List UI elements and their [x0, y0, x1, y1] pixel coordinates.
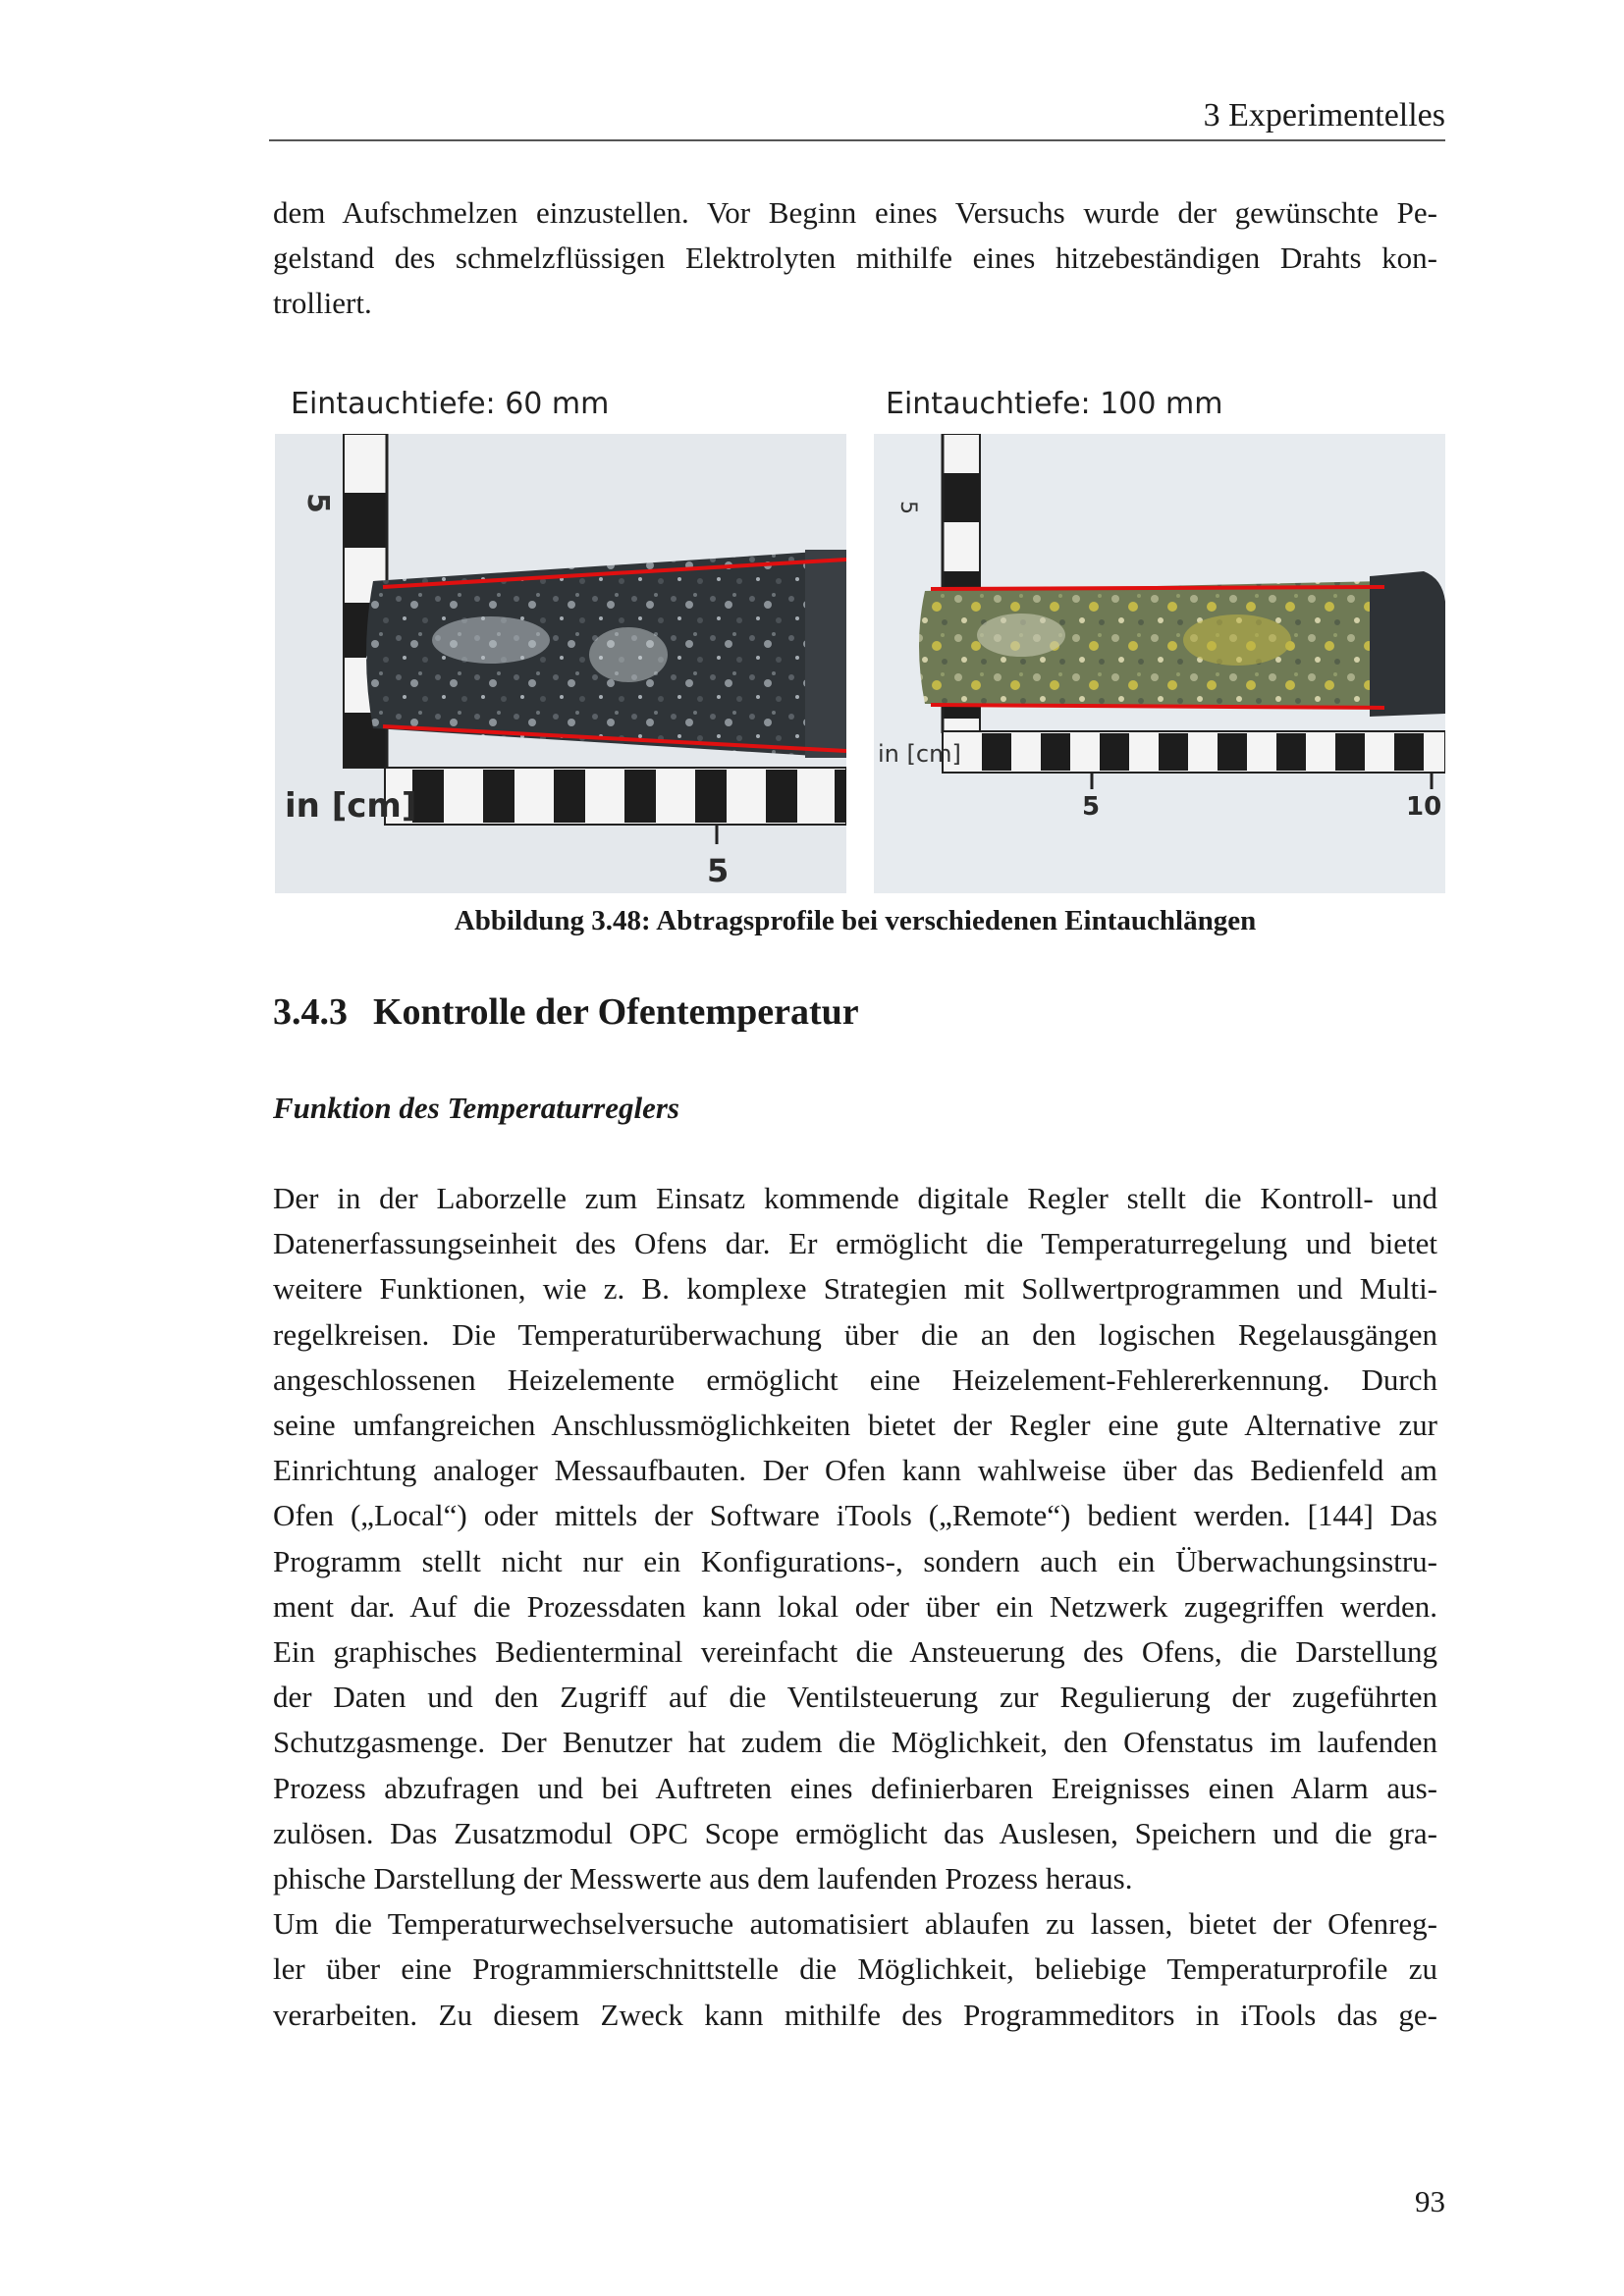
body-line: Programm stellt nicht nur ein Konfigurations-, sondern auch ein Überwachungsinstru-: [273, 1543, 1437, 1578]
section-number: 3.4.3: [273, 991, 348, 1033]
body-line: Um die Temperaturwechselversuche automatisiert ablaufen zu lassen, bietet der Ofenreg-: [273, 1906, 1437, 1942]
body-paragraph: [273, 1176, 1437, 2038]
figure-photo-60mm: [275, 434, 846, 893]
body-line: Datenerfassungseinheit des Ofens dar. Er ermöglicht die Temperaturregelung und bietet: [273, 1226, 1437, 1261]
figure-label-100mm: Eintauchtiefe: 100 mm: [886, 387, 1223, 421]
body-line: zulösen. Das Zusatzmodul OPC Scope ermöglicht das Auslesen, Speichern und die gra-: [273, 1815, 1437, 1850]
left-scale-unit: in [cm]: [285, 786, 417, 826]
intro-line: gelstand des schmelzflüssigen Elektrolyten mithilfe eines hitzebeständigen Drahts kon-: [273, 240, 1437, 276]
left-vertical-scale-number: 5: [300, 493, 335, 513]
body-line: Ein graphisches Bedienterminal vereinfacht die Ansteuerung des Ofens, die Darstellung: [273, 1634, 1437, 1670]
photo-60mm-svg: [275, 434, 846, 893]
figure-caption: Abbildung 3.48: Abtragsprofile bei verschiedenen Eintauchlängen: [454, 905, 1257, 936]
body-line: regelkreisen. Die Temperaturüberwachung über die an den logischen Regelausgängen: [273, 1316, 1437, 1352]
body-line: Ofen („Local“) oder mittels der Software iTools („Remote“) bedient werden. [144] Das: [273, 1498, 1437, 1533]
intro-line: dem Aufschmelzen einzustellen. Vor Beginn eines Versuchs wurde der gewünschte Pe-: [273, 195, 1437, 230]
intro-line: trolliert.: [273, 286, 372, 321]
body-line: angeschlossenen Heizelemente ermöglicht eine Heizelement-Fehlererkennung. Durch: [273, 1362, 1437, 1397]
intro-paragraph: [273, 190, 1437, 327]
body-line: ment dar. Auf die Prozessdaten kann lokal oder über ein Netzwerk zugegriffen werden.: [273, 1588, 1437, 1624]
figure-photo-100mm: [874, 434, 1445, 893]
photo-100mm-svg: [874, 434, 1445, 893]
running-header: 3 Experimentelles: [1203, 97, 1445, 133]
body-line: seine umfangreichen Anschlussmöglichkeiten bietet der Regler eine gute Alternative zur: [273, 1408, 1437, 1443]
right-scale-number-5: 5: [1082, 792, 1101, 822]
right-scale-unit: in [cm]: [878, 740, 961, 768]
section-title: Kontrolle der Ofentemperatur: [373, 991, 859, 1033]
section-heading: [273, 988, 859, 1037]
body-line: phische Darstellung der Messwerte aus dem laufenden Prozess heraus.: [273, 1861, 1133, 1896]
body-line: Der in der Laborzelle zum Einsatz kommende digitale Regler stellt die Kontroll- und: [273, 1181, 1437, 1215]
body-line: Schutzgasmenge. Der Benutzer hat zudem die Möglichkeit, den Ofenstatus im laufenden: [273, 1725, 1437, 1760]
body-line: der Daten und den Zugriff auf die Ventilsteuerung zur Regulierung der zugeführten: [273, 1680, 1437, 1715]
body-line: ler über eine Programmierschnittstelle die Möglichkeit, beliebige Temperaturprofile zu: [273, 1951, 1437, 1987]
right-vertical-scale-number: 5: [895, 501, 920, 514]
page-number: 93: [1415, 2184, 1445, 2218]
body-line: Prozess abzufragen und bei Auftreten eines definierbaren Ereignisses einen Alarm aus-: [273, 1770, 1437, 1805]
right-scale-number-10: 10: [1406, 792, 1442, 822]
body-line: verarbeiten. Zu diesem Zweck kann mithilfe des Programmeditors in iTools das ge-: [273, 1997, 1437, 2032]
left-horizontal-scale-number: 5: [707, 852, 730, 889]
profile-line-top: [931, 587, 1384, 589]
body-line: Einrichtung analoger Messaufbauten. Der Ofen kann wahlweise über das Bedienfeld am: [273, 1453, 1437, 1488]
body-line: weitere Funktionen, wie z. B. komplexe Strategien mit Sollwertprogrammen und Multi-: [273, 1271, 1437, 1307]
figure-label-60mm: Eintauchtiefe: 60 mm: [291, 387, 610, 421]
header-rule: [269, 139, 1445, 141]
subheading: Funktion des Temperaturreglers: [273, 1091, 679, 1125]
